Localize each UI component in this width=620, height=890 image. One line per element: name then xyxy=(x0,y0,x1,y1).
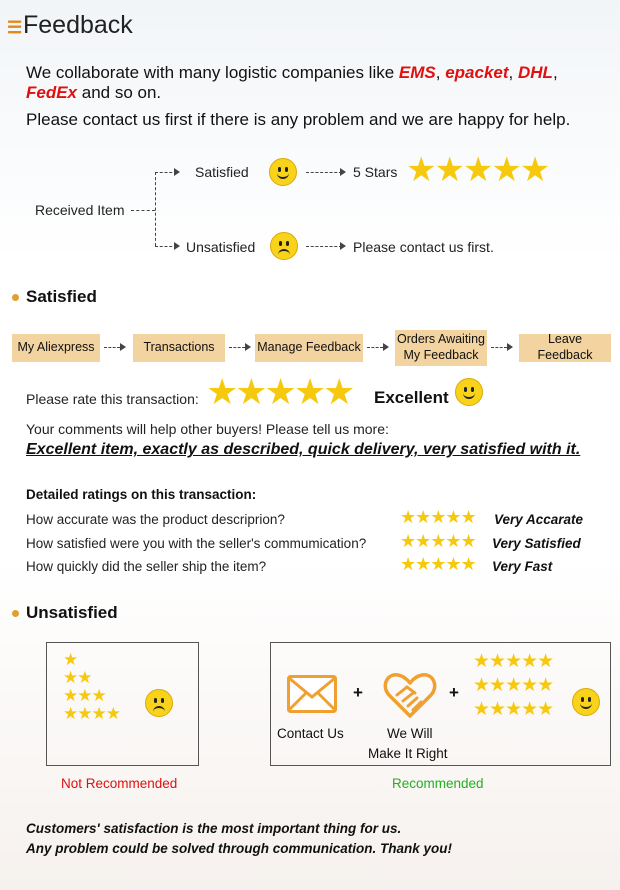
five-stars-icon: ★★★★★ xyxy=(473,651,554,672)
small-stars-icon: ★★★★★ xyxy=(400,554,476,574)
rating-question: How accurate was the product descriprion? xyxy=(26,512,285,527)
rate-label: Please rate this transaction: xyxy=(26,391,199,407)
arrow-icon xyxy=(507,343,513,351)
menu-icon: ☰ xyxy=(7,18,23,37)
recommended-box xyxy=(270,642,611,766)
smiley-happy-icon xyxy=(269,158,297,186)
contact-us-label: Contact Us xyxy=(277,726,344,741)
connector xyxy=(367,347,383,348)
intro-line-2: FedEx and so on. xyxy=(26,83,162,102)
connector xyxy=(131,210,155,211)
four-stars-icon: ★★★★ xyxy=(63,704,120,723)
small-stars-icon: ★★★★★ xyxy=(400,507,476,527)
not-recommended-label: Not Recommended xyxy=(61,776,178,791)
company-dhl: DHL xyxy=(517,63,553,82)
rating-answer: Very Accarate xyxy=(494,512,584,527)
arrow-icon xyxy=(340,168,346,176)
plus-sign: + xyxy=(449,683,459,702)
company-fedex: FedEx xyxy=(26,83,78,102)
rating-answer: Very Satisfied xyxy=(492,536,581,551)
rating-question: How quickly did the seller ship the item? xyxy=(26,559,267,574)
handshake-heart-icon xyxy=(383,671,437,719)
page-title: Feedback xyxy=(23,11,133,39)
envelope-icon xyxy=(287,675,337,713)
received-item-label: Received Item xyxy=(35,202,125,218)
connector xyxy=(491,347,507,348)
connector xyxy=(306,172,342,173)
smiley-sad-icon xyxy=(145,689,173,717)
connector xyxy=(229,347,245,348)
connector xyxy=(306,246,342,247)
company-epacket: epacket xyxy=(445,63,509,82)
smiley-happy-icon xyxy=(455,378,483,406)
bullet-icon xyxy=(12,294,19,301)
rating-answer: Very Fast xyxy=(492,559,553,574)
unsatisfied-label: Unsatisfied xyxy=(186,239,256,255)
footer-line-2: Any problem could be solved through communication. Thank you! xyxy=(26,841,453,856)
intro-line-3: Please contact us first if there is any problem and we are happy for help. xyxy=(26,110,571,129)
detail-title: Detailed ratings on this transaction: xyxy=(26,487,257,502)
small-stars-icon: ★★★★★ xyxy=(400,531,476,551)
rating-stars-icon: ★★★★★ xyxy=(206,371,353,412)
we-will-label: We Will xyxy=(387,726,433,741)
rating-question: How satisfied were you with the seller's commumication? xyxy=(26,536,367,551)
step-my-aliexpress: My Aliexpress xyxy=(12,334,100,362)
connector xyxy=(104,347,120,348)
arrow-icon xyxy=(245,343,251,351)
satisfied-heading: Satisfied xyxy=(26,287,97,306)
intro-line-1: We collaborate with many logistic companies like EMS, epacket, DHL, xyxy=(26,63,558,82)
comment-prompt: Your comments will help other buyers! Please tell us more: xyxy=(26,421,389,437)
five-stars-icon: ★★★★★ xyxy=(406,151,549,189)
smiley-sad-icon xyxy=(270,232,298,260)
step-manage-feedback: Manage Feedback xyxy=(255,334,363,362)
bullet-icon xyxy=(12,610,19,617)
rate-value: Excellent xyxy=(374,388,449,407)
recommended-label: Recommended xyxy=(392,776,484,791)
company-ems: EMS xyxy=(398,63,436,82)
two-stars-icon: ★★ xyxy=(63,668,92,687)
one-star-icon: ★ xyxy=(63,650,79,669)
make-it-right-label: Make It Right xyxy=(368,746,448,761)
step-transactions: Transactions xyxy=(133,334,225,362)
step-leave-feedback: Leave Feedback xyxy=(519,334,611,362)
unsatisfied-heading: Unsatisfied xyxy=(26,603,118,622)
comment-text: Excellent item, exactly as described, quick delivery, very satisfied with it. xyxy=(26,441,581,458)
arrow-icon xyxy=(174,168,180,176)
five-stars-icon: ★★★★★ xyxy=(473,699,554,720)
arrow-icon xyxy=(340,242,346,250)
five-stars-icon: ★★★★★ xyxy=(473,675,554,696)
not-recommended-box xyxy=(46,642,199,766)
three-stars-icon: ★★★ xyxy=(63,686,106,705)
arrow-icon xyxy=(174,242,180,250)
footer-line-1: Customers' satisfaction is the most important thing for us. xyxy=(26,821,402,836)
arrow-icon xyxy=(383,343,389,351)
five-stars-label: 5 Stars xyxy=(353,164,398,180)
connector xyxy=(155,172,156,246)
step-orders-awaiting: Orders Awaiting My Feedback xyxy=(395,330,487,366)
arrow-icon xyxy=(120,343,126,351)
plus-sign: + xyxy=(353,683,363,702)
contact-first-label: Please contact us first. xyxy=(353,239,494,255)
satisfied-label: Satisfied xyxy=(195,164,249,180)
smiley-happy-icon xyxy=(572,688,600,716)
